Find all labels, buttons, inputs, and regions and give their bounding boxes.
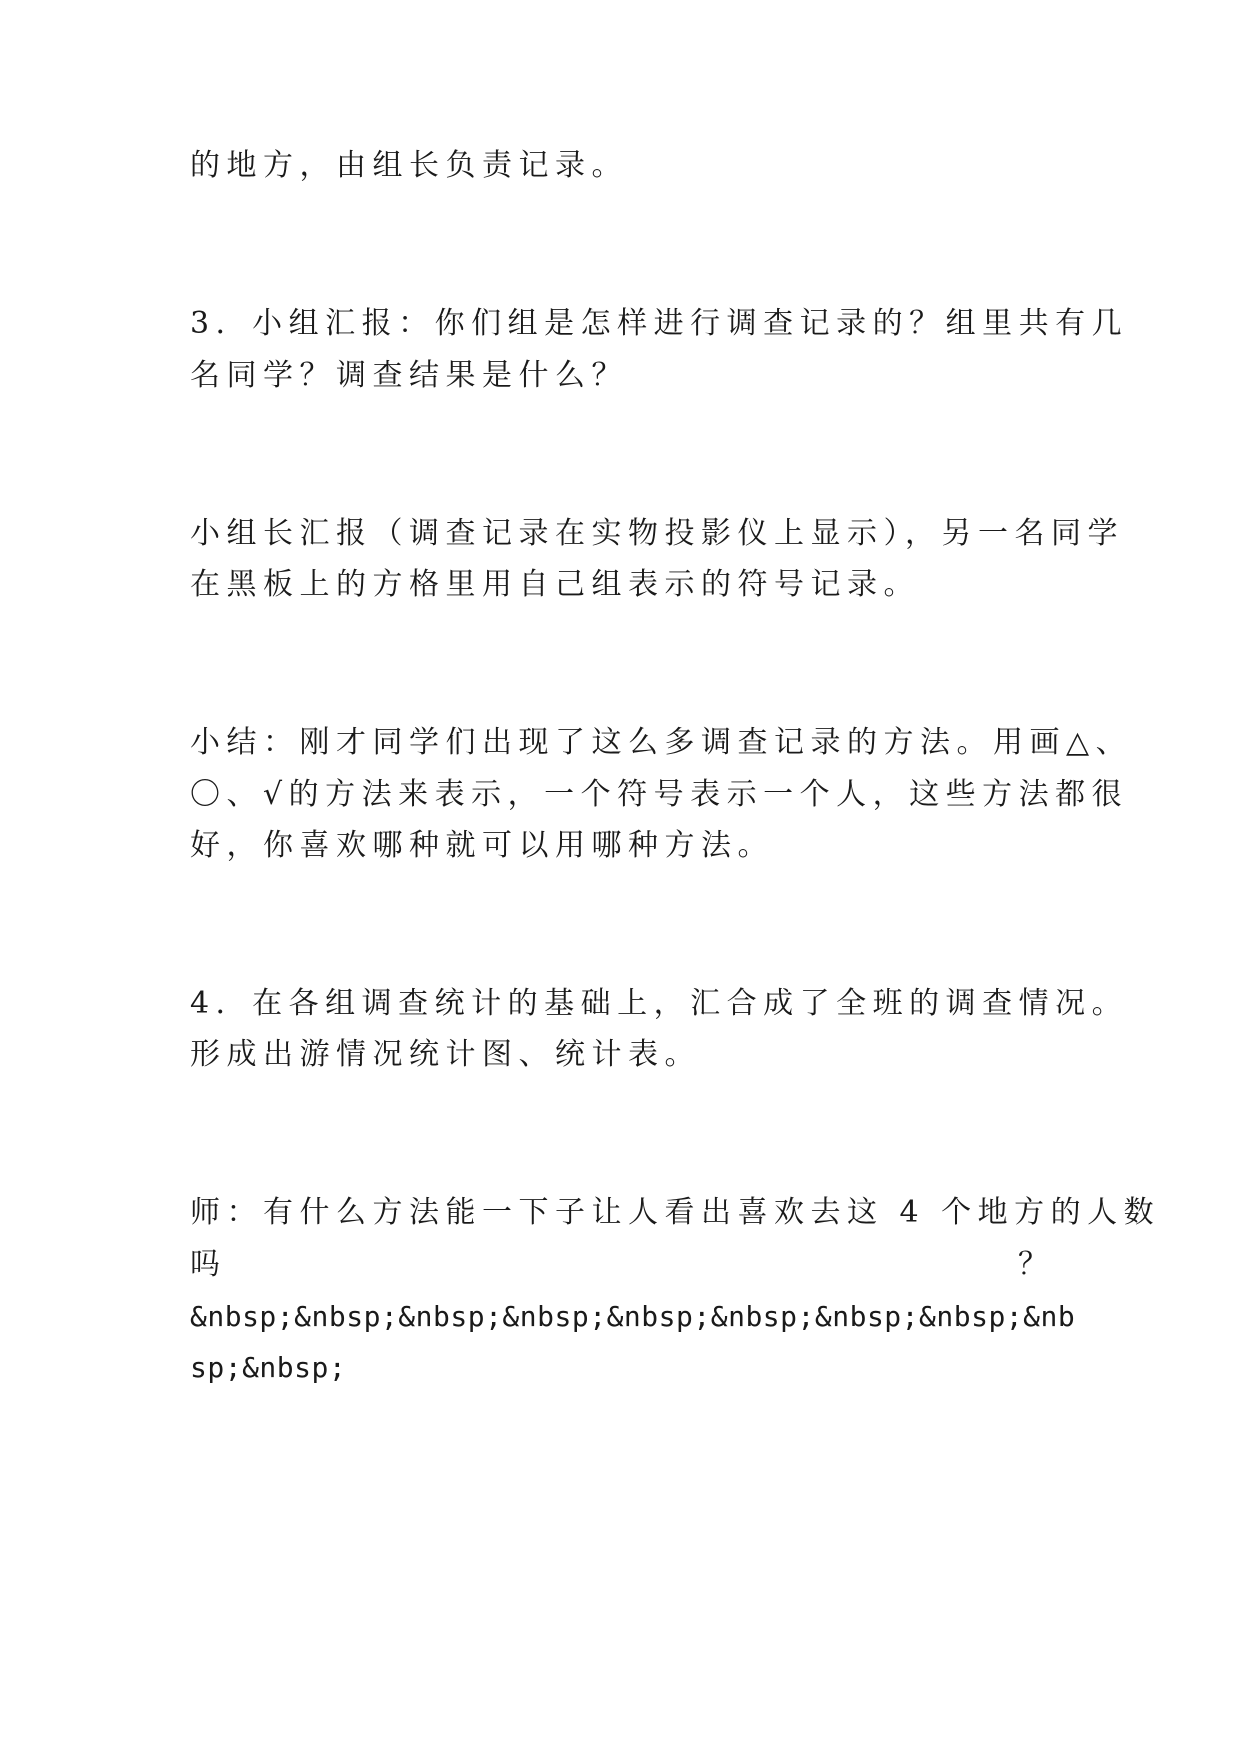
question-mark: ？ bbox=[1018, 1247, 1048, 1282]
nbsp-entity-text: sp;&nbsp; bbox=[190, 1351, 347, 1384]
paragraph-line: 〇、√的方法来表示，一个符号表示一个人，这些方法都很 bbox=[190, 777, 1129, 812]
paragraph-line: 3．小组汇报：你们组是怎样进行调查记录的？组里共有几 bbox=[190, 306, 1129, 341]
paragraph-line: 好，你喜欢哪种就可以用哪种方法。 bbox=[190, 828, 774, 863]
paragraph-line: 小结：刚才同学们出现了这么多调查记录的方法。用画△、 bbox=[190, 725, 1133, 760]
paragraph-line: 在黑板上的方格里用自己组表示的符号记录。 bbox=[190, 567, 920, 602]
paragraph-line: 形成出游情况统计图、统计表。 bbox=[190, 1037, 701, 1072]
paragraph-line: 吗 bbox=[190, 1247, 227, 1282]
nbsp-entity-text: &nbsp;&nbsp;&nbsp;&nbsp;&nbsp;&nbsp;&nbsp;&nbsp;&nb bbox=[190, 1300, 1076, 1333]
paragraph-line: 的地方，由组长负责记录。 bbox=[190, 148, 628, 183]
paragraph-line: 小组长汇报（调查记录在实物投影仪上显示），另一名同学 bbox=[190, 516, 1124, 551]
paragraph-line: 名同学？调查结果是什么？ bbox=[190, 358, 628, 393]
paragraph-line: 4．在各组调查统计的基础上，汇合成了全班的调查情况。 bbox=[190, 986, 1129, 1021]
paragraph-line: 师：有什么方法能一下子让人看出喜欢去这 4 个地方的人数 bbox=[190, 1195, 1161, 1230]
